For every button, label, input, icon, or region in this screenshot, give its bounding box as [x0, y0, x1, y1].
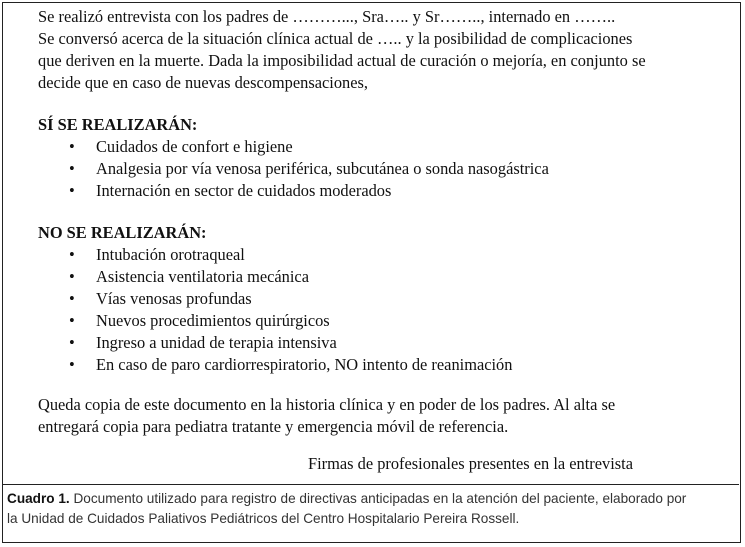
closing-line: entregará copia para pediatra tratante y emergencia móvil de referencia.	[38, 417, 509, 436]
bullet-icon: •	[69, 245, 75, 264]
bullet-icon: •	[69, 159, 75, 178]
list-item-text: Analgesia por vía venosa periférica, subcutánea o sonda nasogástrica	[96, 159, 549, 178]
list-item	[38, 180, 718, 202]
intro-line: que deriven en la muerte. Dada la imposibilidad actual de curación o mejoría, en conjunto se	[38, 51, 646, 70]
list-item	[38, 310, 718, 332]
list-item	[38, 288, 718, 310]
si-heading: SÍ SE REALIZARÁN:	[38, 115, 198, 134]
list-item-text: Internación en sector de cuidados moderados	[96, 181, 392, 200]
list-item-text: Cuidados de confort e higiene	[96, 137, 293, 156]
list-item-text: Vías venosas profundas	[96, 289, 252, 308]
no-heading: NO SE REALIZARÁN:	[38, 223, 207, 242]
list-item	[38, 136, 718, 158]
list-item-text: Nuevos procedimientos quirúrgicos	[96, 311, 330, 330]
intro-line: Se realizó entrevista con los padres de ………..., Sra….. y Sr…….., internado en ……..	[38, 7, 616, 26]
caption-divider	[2, 484, 739, 485]
list-item	[38, 158, 718, 180]
list-item	[38, 332, 718, 354]
caption-line: la Unidad de Cuidados Paliativos Pediátricos del Centro Hospitalario Pereira Rossell.	[7, 511, 520, 526]
advance-directive-document	[38, 6, 718, 475]
bullet-icon: •	[69, 355, 75, 374]
bullet-icon: •	[69, 333, 75, 352]
si-list	[38, 136, 718, 202]
caption-text: Documento utilizado para registro de directivas anticipadas en la atención del paciente, elaborado por	[73, 491, 687, 506]
intro-line: Se conversó acerca de la situación clínica actual de ….. y la posibilidad de complicaciones	[38, 29, 633, 48]
no-list	[38, 244, 718, 376]
list-item-text: Asistencia ventilatoria mecánica	[96, 267, 309, 286]
intro-line: decide que en caso de nuevas descompensaciones,	[38, 73, 368, 92]
caption-label: Cuadro 1.	[7, 491, 70, 506]
caption-line	[7, 489, 737, 509]
bullet-icon: •	[69, 289, 75, 308]
figure-caption	[7, 489, 737, 529]
bullet-icon: •	[69, 137, 75, 156]
list-item-text: Intubación orotraqueal	[96, 245, 245, 264]
list-item	[38, 244, 718, 266]
list-item	[38, 354, 718, 376]
bullet-icon: •	[69, 181, 75, 200]
list-item-text: En caso de paro cardiorrespiratorio, NO intento de reanimación	[96, 355, 513, 374]
closing-line: Queda copia de este documento en la historia clínica y en poder de los padres. Al alta se	[38, 395, 616, 414]
list-item-text: Ingreso a unidad de terapia intensiva	[96, 333, 337, 352]
bullet-icon: •	[69, 267, 75, 286]
signatures-line: Firmas de profesionales presentes en la entrevista	[308, 454, 633, 473]
list-item	[38, 266, 718, 288]
bullet-icon: •	[69, 311, 75, 330]
